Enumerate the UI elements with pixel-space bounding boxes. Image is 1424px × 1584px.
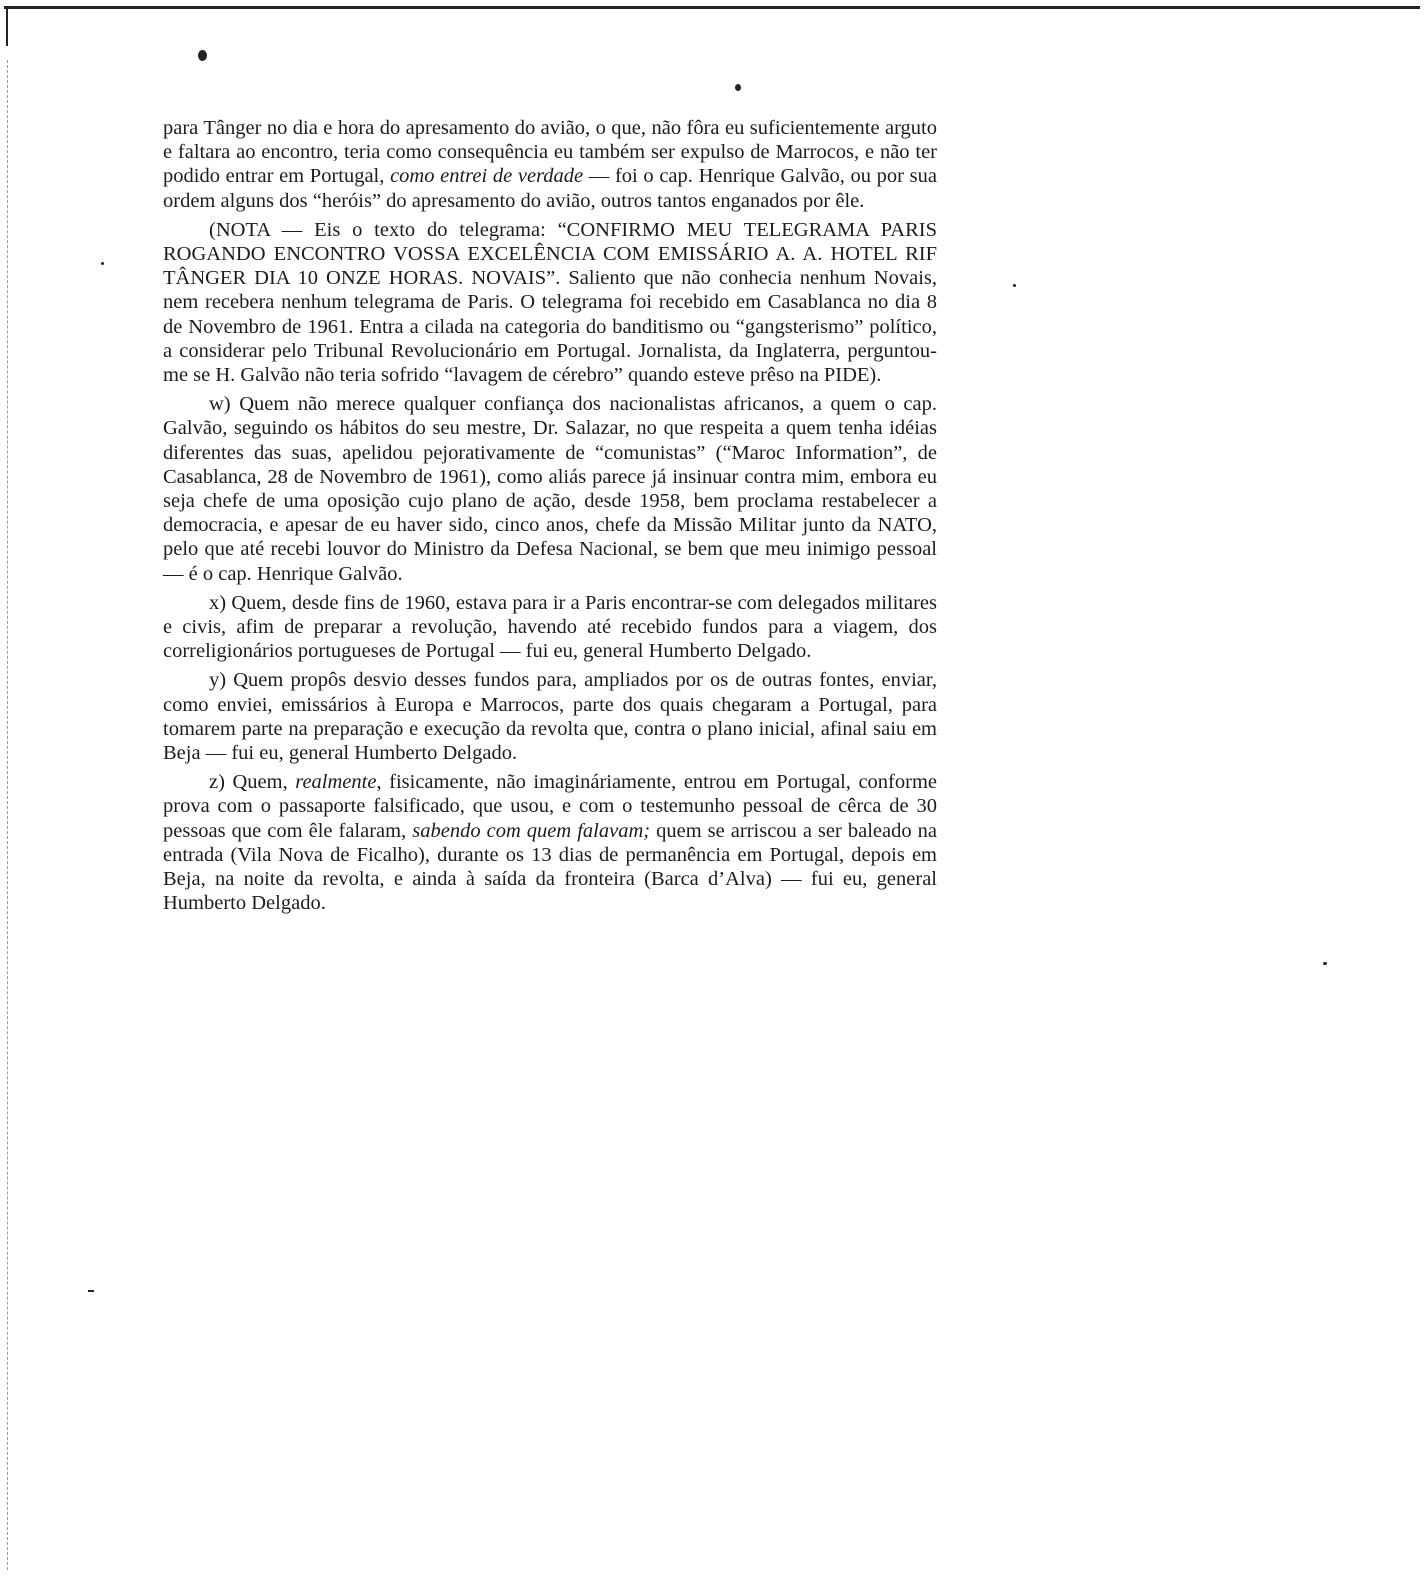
text-run: — foi o cap. Henrique Galvão, ou por sua ordem alguns dos “heróis” do apresamento do avião, outros tantos enganados por êle. xyxy=(163,165,937,212)
scan-speck xyxy=(1323,962,1327,965)
text-run: para Tânger no dia e hora do apresamento do avião, o que, não fôra eu suficientemente arguto e faltara ao encontro, teria como consequência eu também ser expulso de Marrocos, e não ter podido entrar em Portugal, xyxy=(163,117,937,188)
italic-text-run: realmente xyxy=(295,771,377,794)
paragraph-item-x xyxy=(163,591,937,664)
page-left-corner-rule xyxy=(6,6,8,46)
scan-speck xyxy=(88,1290,94,1292)
text-run: quem se arriscou a ser baleado na entrada (Vila Nova de Ficalho), durante os 13 dias de permanência em Portugal, depois em Beja, na noite da revolta, e ainda à saída da fronteira (Barca d’Alva) — fui eu, general Humberto Delgado. xyxy=(163,819,937,915)
paragraph-continuation xyxy=(163,116,937,213)
scan-speck xyxy=(198,50,207,61)
text-run: y) Quem propôs desvio desses fundos para, ampliados por os de outras fontes, enviar, como enviei, emissários à Europa e Marrocos, parte dos quais chegaram a Portugal, para tomarem parte na preparação e execução da revolta que, contra o plano inicial, afinal saiu em Beja — fui eu, general Humberto Delgado. xyxy=(163,669,937,765)
paragraph-item-w xyxy=(163,392,937,586)
italic-text-run: como entrei de verdade xyxy=(390,165,584,188)
italic-text-run: sabendo com quem falavam; xyxy=(412,819,651,842)
body-text xyxy=(163,116,937,921)
page-top-rule xyxy=(4,6,1420,9)
text-run: z) Quem, xyxy=(209,771,296,794)
scan-speck xyxy=(735,84,741,91)
text-run: x) Quem, desde fins de 1960, estava para ir a Paris encontrar-se com delegados militares e civis, afim de preparar a revolução, havendo até recebido fundos para a viagem, dos correligionários portugueses de Portugal — fui eu, general Humberto Delgado. xyxy=(163,591,937,663)
paragraph-item-z xyxy=(163,770,937,915)
page-left-edge-dashes xyxy=(7,60,8,1570)
scan-speck xyxy=(101,262,104,265)
paragraph-nota xyxy=(163,218,937,387)
text-run: (NOTA — Eis o texto do telegrama: “CONFIRMO MEU TELEGRAMA PARIS ROGANDO ENCONTRO VOSSA EXCELÊNCIA COM EMISSÁRIO A. A. HOTEL RIF TÂNGER DIA 10 ONZE HORAS. NOVAIS”. Saliento que não conhecia nenhum Novais, nem recebera nenhum telegrama de Paris. O telegrama foi recebido em Casablanca no dia 8 de Novembro de 1961. Entra a cilada na categoria do banditismo ou “gangsterismo” político, a considerar pelo Tribunal Revolucionário em Portugal. Jornalista, da Inglaterra, perguntou-me se H. Galvão não teria sofrido “lavagem de cérebro” quando esteve prêso na PIDE). xyxy=(163,218,937,387)
text-run: w) Quem não merece qualquer confiança dos nacionalistas africanos, a quem o cap. Galvão, seguindo os hábitos do seu mestre, Dr. Salazar, no que respeita a quem tenha idéias diferentes das suas, apelidou pejorativamente de “comunistas” (“Maroc Information”, de Casablanca, 28 de Novembro de 1961), como aliás parece já insinuar contra mim, embora eu seja chefe de uma oposição cujo plano de ação, desde 1958, bem proclama restabelecer a democracia, e apesar de eu haver sido, cinco anos, chefe da Missão Militar junto da NATO, pelo que até recebi louvor do Ministro da Defesa Nacional, se bem que meu inimigo pessoal — é o cap. Henrique Galvão. xyxy=(163,393,937,585)
paragraph-item-y xyxy=(163,668,937,765)
text-run: , fisicamente, não imagináriamente, entrou em Portugal, conforme prova com o passaporte falsificado, que usou, e com o testemunho pessoal de cêrca de 30 pessoas que com êle falaram, xyxy=(163,771,937,842)
scan-speck xyxy=(1013,284,1016,287)
